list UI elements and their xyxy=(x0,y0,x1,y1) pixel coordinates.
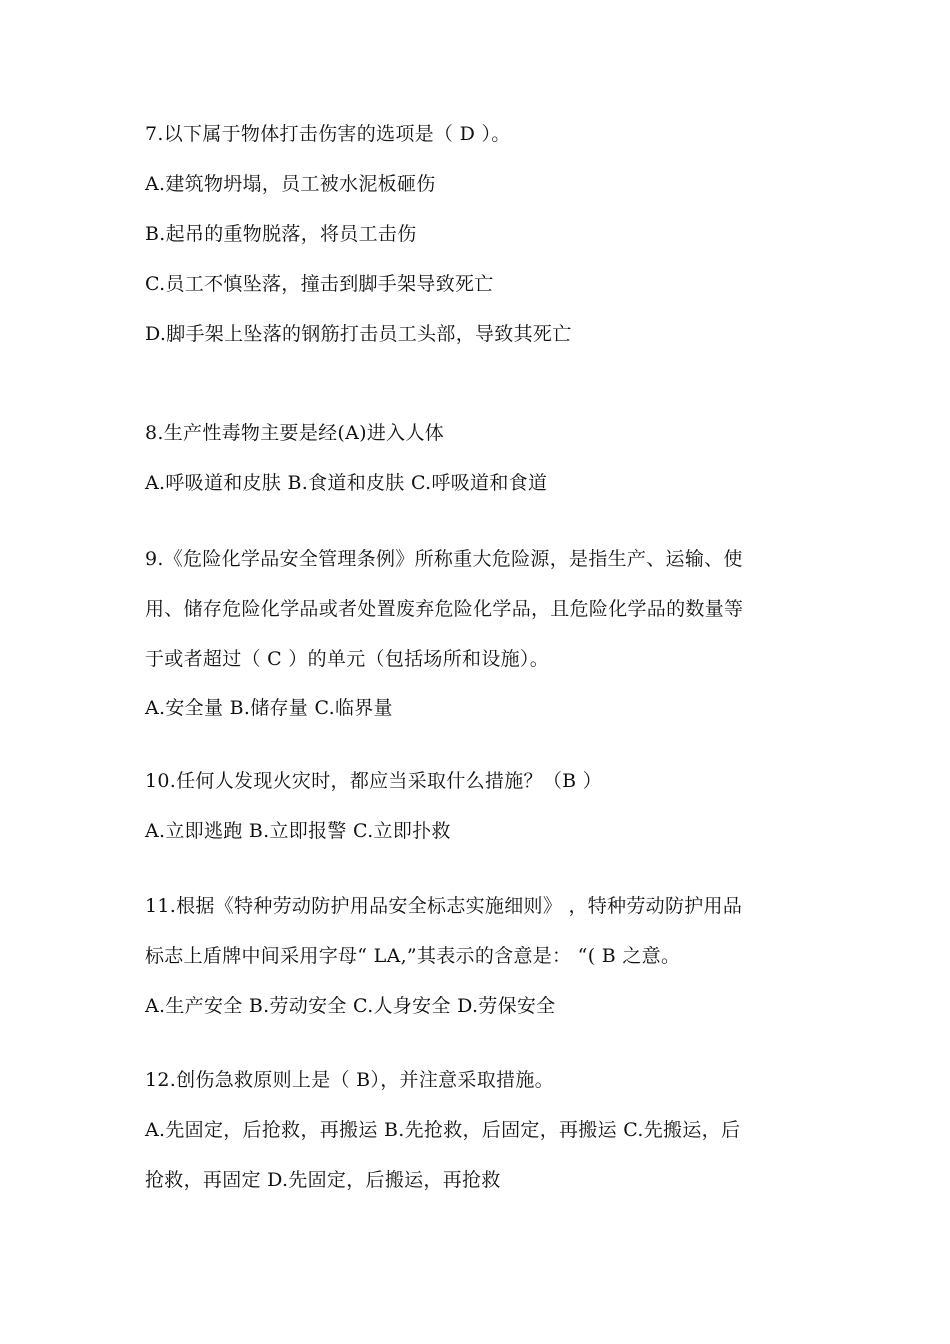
question-10-options: A.立即逃跑 B.立即报警 C.立即扑救 xyxy=(145,820,451,842)
question-8-stem: 8.生产性毒物主要是经(A)进入人体 xyxy=(145,422,445,444)
question-12-options-line-1: A.先固定，后抢救，再搬运 B.先抢救，后固定，再搬运 C.先搬运，后 xyxy=(145,1119,741,1141)
question-9-stem-line-2: 用、储存危险化学品或者处置废弃危险化学品，且危险化学品的数量等 xyxy=(145,598,744,620)
question-12-stem: 12.创伤急救原则上是（ B），并注意采取措施。 xyxy=(145,1069,554,1091)
question-12-options-line-2: 抢救，再固定 D.先固定，后搬运，再抢救 xyxy=(145,1169,501,1191)
question-11-options: A.生产安全 B.劳动安全 C.人身安全 D.劳保安全 xyxy=(145,995,556,1017)
question-7-option-b: B.起吊的重物脱落，将员工击伤 xyxy=(145,223,417,245)
question-10-stem: 10.任何人发现火灾时，都应当采取什么措施？（B ） xyxy=(145,770,603,792)
question-11-stem-line-2: 标志上盾牌中间采用字母“ LA,”其表示的含意是： “( B 之意。 xyxy=(145,945,681,967)
question-8-options: A.呼吸道和皮肤 B.食道和皮肤 C.呼吸道和食道 xyxy=(145,472,548,494)
question-7-option-c: C.员工不慎坠落，撞击到脚手架导致死亡 xyxy=(145,273,494,295)
question-9-stem-line-3: 于或者超过（ C ）的单元（包括场所和设施）。 xyxy=(145,648,550,670)
question-9-options: A.安全量 B.储存量 C.临界量 xyxy=(145,697,393,719)
question-7-stem: 7.以下属于物体打击伤害的选项是（ D ）。 xyxy=(145,123,511,145)
question-7-option-a: A.建筑物坍塌，员工被水泥板砸伤 xyxy=(145,173,436,195)
question-11-stem-line-1: 11.根据《特种劳动防护用品安全标志实施细则》 ，特种劳动防护用品 xyxy=(145,895,743,917)
question-9-stem-line-1: 9.《危险化学品安全管理条例》所称重大危险源，是指生产、运输、使 xyxy=(145,548,743,570)
question-7-option-d: D.脚手架上坠落的钢筋打击员工头部，导致其死亡 xyxy=(145,323,572,345)
